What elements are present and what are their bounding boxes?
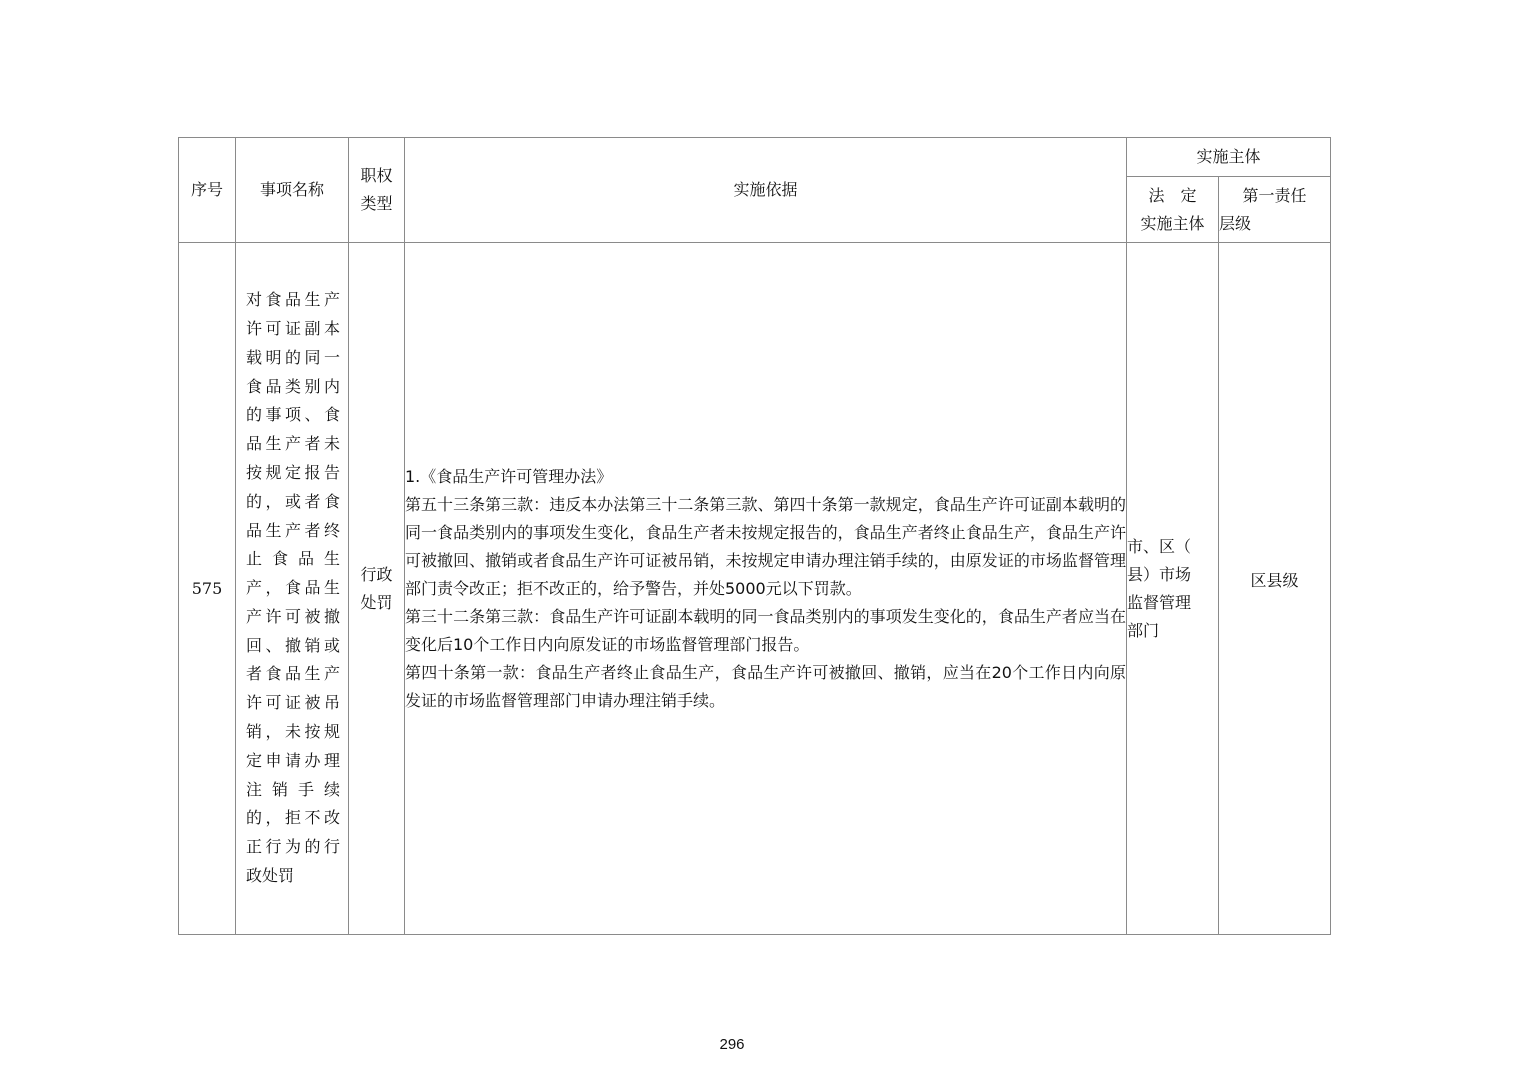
header-subject: 实施主体 [1127,138,1331,177]
row-resp-level: 区县级 [1219,243,1331,935]
header-legal-subject [1127,177,1219,243]
header-legal-line2: 实施主体 [1140,213,1205,233]
header-resp-line1: 第一责任 [1242,185,1307,205]
basis-line-2: 第三十二条第三款：食品生产许可证副本载明的同一食品类别内的事项发生变化的，食品生产者应当在变化后10个工作日内向原发证的市场监督管理部门报告。 [405,606,1126,654]
header-basis: 实施依据 [405,138,1127,243]
header-name: 事项名称 [236,138,349,243]
basis-line-1: 第五十三条第三款：违反本办法第三十二条第三款、第四十条第一款规定，食品生产许可证副本载明的同一食品类别内的事项发生变化，食品生产者未按规定报告的，食品生产者终止食品生产，食品生产许可被撤回、撤销或者食品生产许可证被吊销，未按规定申请办理注销手续的，由原发证的市场监督管理部门责令改正；拒不改正的，给予警告，并处5000元以下罚款。 [405,494,1126,598]
authority-table [178,137,1331,935]
basis-line-3: 第四十条第一款：食品生产者终止食品生产，食品生产许可被撤回、撤销，应当在20个工作日内向原发证的市场监督管理部门申请办理注销手续。 [405,662,1126,710]
header-resp-line2: 层级 [1219,213,1252,233]
legal-subject-line-3: 部门 [1127,620,1160,640]
row-type-line1: 行政 [360,564,393,584]
page-number: 296 [719,1036,745,1053]
row-seq: 575 [179,243,236,935]
row-name-cell [236,243,349,935]
header-type-line2: 类型 [360,194,393,213]
row-type-line2: 处罚 [360,592,393,612]
legal-subject-line-2: 监督管理 [1127,592,1192,612]
row-type [349,243,405,935]
row-name: 对食品生产许可证副本载明的同一食品类别内的事项、食品生产者未按规定报告的，或者食品生产者终止食品生产，食品生产许可被撤回、撤销或者食品生产许可证被吊销，未按规定申请办理注销手续的，拒不改正行为的行政处罚 [246,290,340,886]
row-legal-subject [1127,243,1219,935]
row-basis [405,243,1127,935]
header-seq: 序号 [179,138,236,243]
header-type-line1: 职权 [360,166,393,185]
basis-line-0: 1.《食品生产许可管理办法》 [405,466,613,486]
header-resp-level [1219,177,1331,243]
header-legal-line1: 法 定 [1148,185,1197,205]
header-type [349,138,405,243]
legal-subject-line-0: 市、区（ [1127,536,1192,556]
legal-subject-line-1: 县）市场 [1127,564,1192,584]
